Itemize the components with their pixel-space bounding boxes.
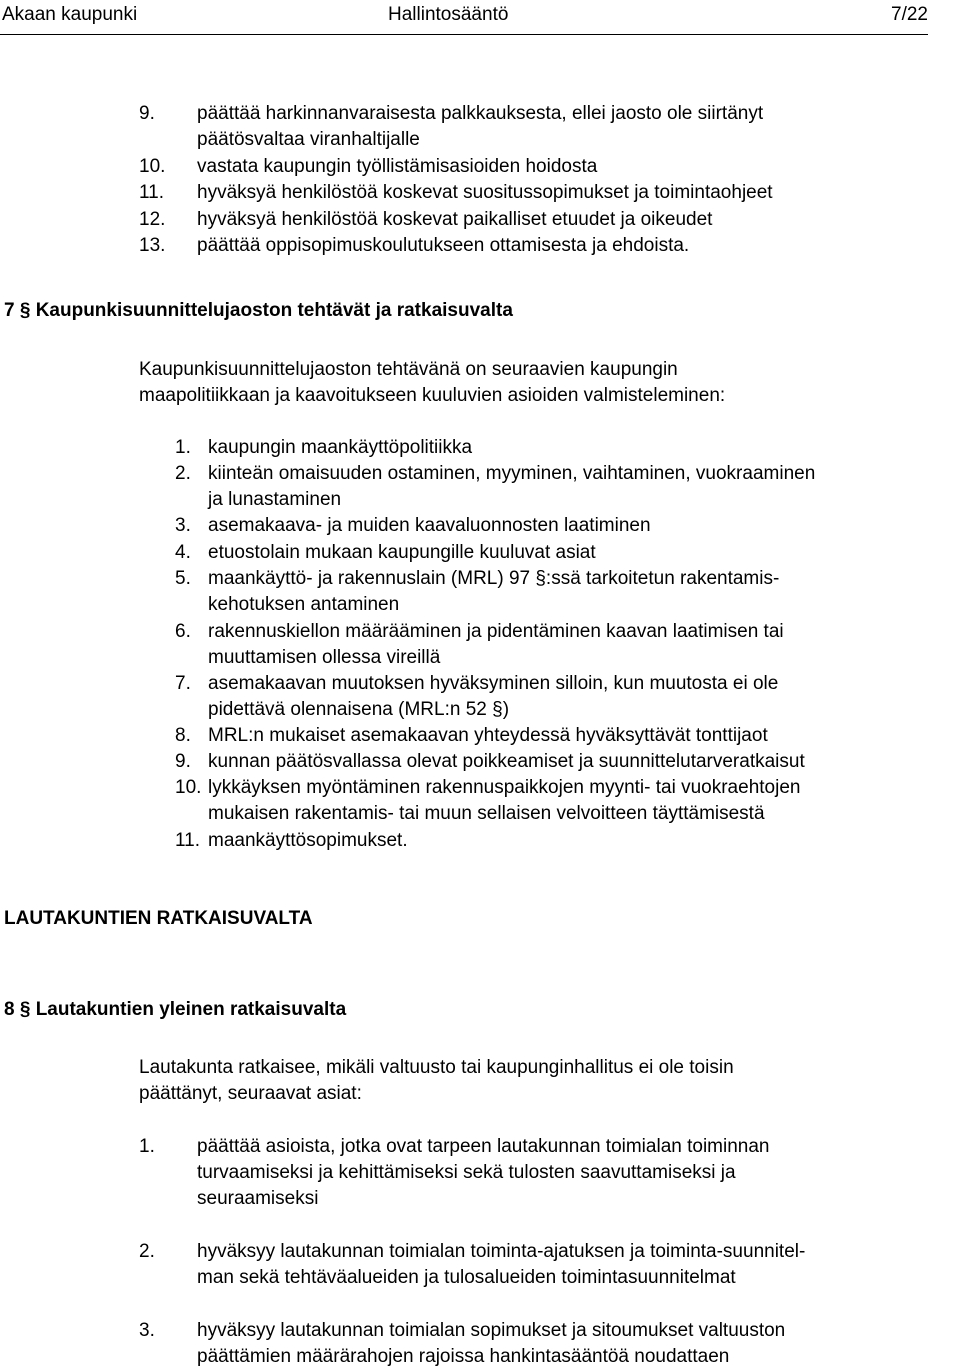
section-8-intro: päättänyt, seuraavat asiat: <box>139 1083 362 1104</box>
list-item-text: asemakaava- ja muiden kaavaluonnosten laatiminen <box>208 515 651 536</box>
list-item-number: 9. <box>175 751 191 772</box>
list-item-number: 10. <box>175 777 202 798</box>
list-item-number: 10. <box>139 156 166 177</box>
list-item-text: kunnan päätösvallassa olevat poikkeamiset ja suunnittelutarveratkaisut <box>208 751 805 772</box>
header-document-title: Hallintosääntö <box>388 4 509 25</box>
list-item-text: kehotuksen antaminen <box>208 594 400 615</box>
list-item-number: 13. <box>139 235 166 256</box>
list-item-text: lykkäyksen myöntäminen rakennuspaikkojen myynti- tai vuokraehtojen <box>208 777 801 798</box>
list-item-text: etuostolain mukaan kaupungille kuuluvat asiat <box>208 542 596 563</box>
list-item-text: rakennuskiellon määrääminen ja pidentäminen kaavan laatimisen tai <box>208 621 784 642</box>
list-item-text: hyväksyy lautakunnan toimialan toiminta-ajatuksen ja toiminta-suunnitel- <box>197 1241 806 1262</box>
list-item-text: mukaisen rakentamis- tai muun sellaisen velvoitteen täyttämisestä <box>208 803 765 824</box>
list-item-number: 4. <box>175 542 191 563</box>
list-item-number: 7. <box>175 673 191 694</box>
list-item-text: hyväksyä henkilöstöä koskevat suositussopimukset ja toimintaohjeet <box>197 182 773 203</box>
page-header <box>0 0 928 35</box>
list-item-number: 9. <box>139 103 155 124</box>
list-item-text: vastata kaupungin työllistämisasioiden hoidosta <box>197 156 598 177</box>
list-item-text: maankäyttö- ja rakennuslain (MRL) 97 §:ssä tarkoitetun rakentamis- <box>208 568 780 589</box>
list-item-number: 3. <box>139 1320 155 1341</box>
list-item-number: 2. <box>175 463 191 484</box>
list-item-number: 5. <box>175 568 191 589</box>
list-item-number: 11. <box>139 182 165 203</box>
list-item-text: päättää asioista, jotka ovat tarpeen lautakunnan toimialan toiminnan <box>197 1136 770 1157</box>
list-item-text: man sekä tehtäväalueiden ja tulosalueiden toimintasuunnitelmat <box>197 1267 736 1288</box>
list-item-number: 1. <box>139 1136 155 1157</box>
list-item-text: kaupungin maankäyttöpolitiikka <box>208 437 473 458</box>
list-item-text: kiinteän omaisuuden ostaminen, myyminen, vaihtaminen, vuokraaminen <box>208 463 816 484</box>
list-item-text: seuraamiseksi <box>197 1188 319 1209</box>
list-item-text: päättämien määrärahojen rajoissa hankintasääntöä noudattaen <box>197 1346 730 1367</box>
list-item-text: maankäyttösopimukset. <box>208 830 408 851</box>
list-item-text: päättää harkinnanvaraisesta palkkauksesta, ellei jaosto ole siirtänyt <box>197 103 764 124</box>
list-item-text: muuttamisen ollessa vireillä <box>208 647 441 668</box>
chapter-heading: LAUTAKUNTIEN RATKAISUVALTA <box>4 908 313 929</box>
list-item-number: 2. <box>139 1241 155 1262</box>
list-item-text: turvaamiseksi ja kehittämiseksi sekä tulosten saavuttamiseksi ja <box>197 1162 736 1183</box>
list-item-number: 8. <box>175 725 191 746</box>
section-7-intro: Kaupunkisuunnittelujaoston tehtävänä on seuraavien kaupungin <box>139 359 678 380</box>
list-item-number: 3. <box>175 515 191 536</box>
list-item-number: 1. <box>175 437 191 458</box>
list-item-text: päättää oppisopimuskoulutukseen ottamisesta ja ehdoista. <box>197 235 690 256</box>
section-8-intro: Lautakunta ratkaisee, mikäli valtuusto tai kaupunginhallitus ei ole toisin <box>139 1057 734 1078</box>
list-item-number: 6. <box>175 621 191 642</box>
list-item-text: hyväksyy lautakunnan toimialan sopimukset ja sitoumukset valtuuston <box>197 1320 786 1341</box>
header-page-number: 7/22 <box>891 4 928 25</box>
list-item-text: asemakaavan muutoksen hyväksyminen silloin, kun muutosta ei ole <box>208 673 779 694</box>
section-7-intro: maapolitiikkaan ja kaavoitukseen kuuluvien asioiden valmisteleminen: <box>139 385 726 406</box>
list-item-number: 11. <box>175 830 201 851</box>
list-item-number: 12. <box>139 209 166 230</box>
list-item-text: päätösvaltaa viranhaltijalle <box>197 129 420 150</box>
section-7-heading: 7 § Kaupunkisuunnittelujaoston tehtävät ja ratkaisuvalta <box>4 300 513 321</box>
list-item-text: pidettävä olennaisena (MRL:n 52 §) <box>208 699 510 720</box>
section-8-heading: 8 § Lautakuntien yleinen ratkaisuvalta <box>4 999 347 1020</box>
header-organization: Akaan kaupunki <box>2 4 138 25</box>
list-item-text: ja lunastaminen <box>208 489 342 510</box>
list-item-text: MRL:n mukaiset asemakaavan yhteydessä hyväksyttävät tonttijaot <box>208 725 768 746</box>
list-item-text: hyväksyä henkilöstöä koskevat paikalliset etuudet ja oikeudet <box>197 209 713 230</box>
